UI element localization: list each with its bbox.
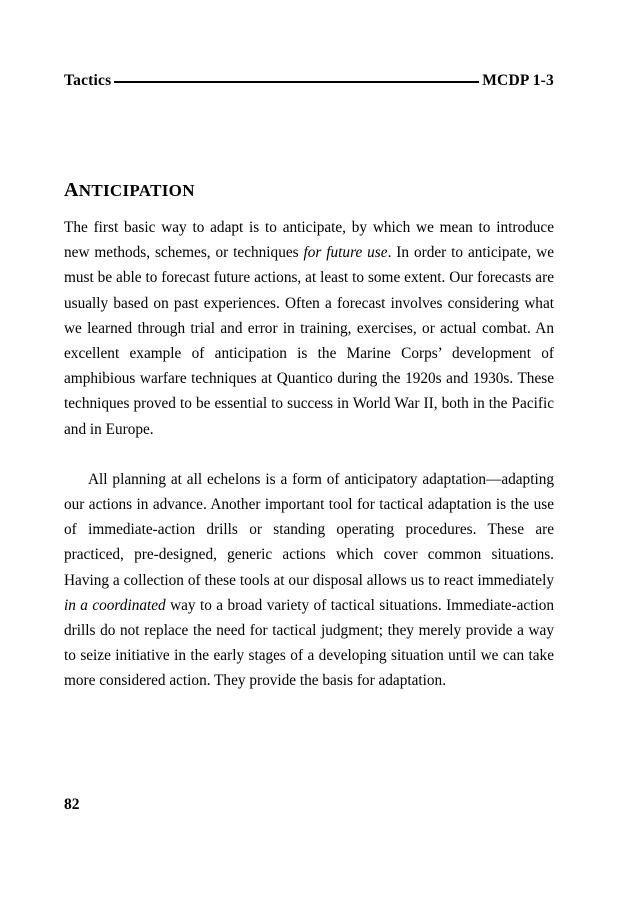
paragraph-1-italic-1: for future use [303, 244, 388, 262]
header-divider-rule [114, 81, 479, 83]
page-header [64, 72, 554, 90]
header-right-title: MCDP 1-3 [482, 72, 554, 89]
page-number: 82 [64, 796, 80, 813]
paragraph-2-part-2: way to a broad variety of tactical situations. Immediate-action drills do not replace the need for tactical judgment; they merely provide a way to seize initiative in the early stages of a developing situation until we can take more considered action. They provide the basis for adaptation. [64, 596, 554, 690]
paragraph-1 [64, 215, 554, 442]
header-left-title: Tactics [64, 72, 112, 89]
body-text [64, 215, 554, 694]
paragraph-1-part-2: . In order to anticipate, we must be able to forecast future actions, at least to some extent. Our forecasts are usually based on past experiences. Often a forecast involves considering what we learned through trial and error in training, exercises, or actual combat. An excellent example of anticipation is the Marine Corps’ development of amphibious warfare techniques at Quantico during the 1920s and 1930s. These techniques proved to be essential to success in World War II, both in the Pacific and in Europe. [64, 244, 554, 438]
paragraph-2-part-1: All planning at all echelons is a form of anticipatory adaptation—adapting our actions in advance. Another important tool for tactical adaptation is the use of immediate-action drills or standing operating procedures. These are practiced, pre-designed, generic actions which cover common situations. Having a collection of these tools at our disposal allows us to react immediately [64, 470, 554, 589]
section-title-initial: A [64, 179, 79, 202]
page-title [64, 179, 195, 202]
paragraph-2-italic-1: in a coordinated [64, 596, 166, 614]
section-title-rest: NTICIPATION [78, 181, 195, 201]
paragraph-1-part-1: The first basic way to adapt is to anticipate, by which we mean to introduce new methods, schemes, or techniques [64, 219, 554, 262]
paragraph-2 [64, 467, 554, 694]
